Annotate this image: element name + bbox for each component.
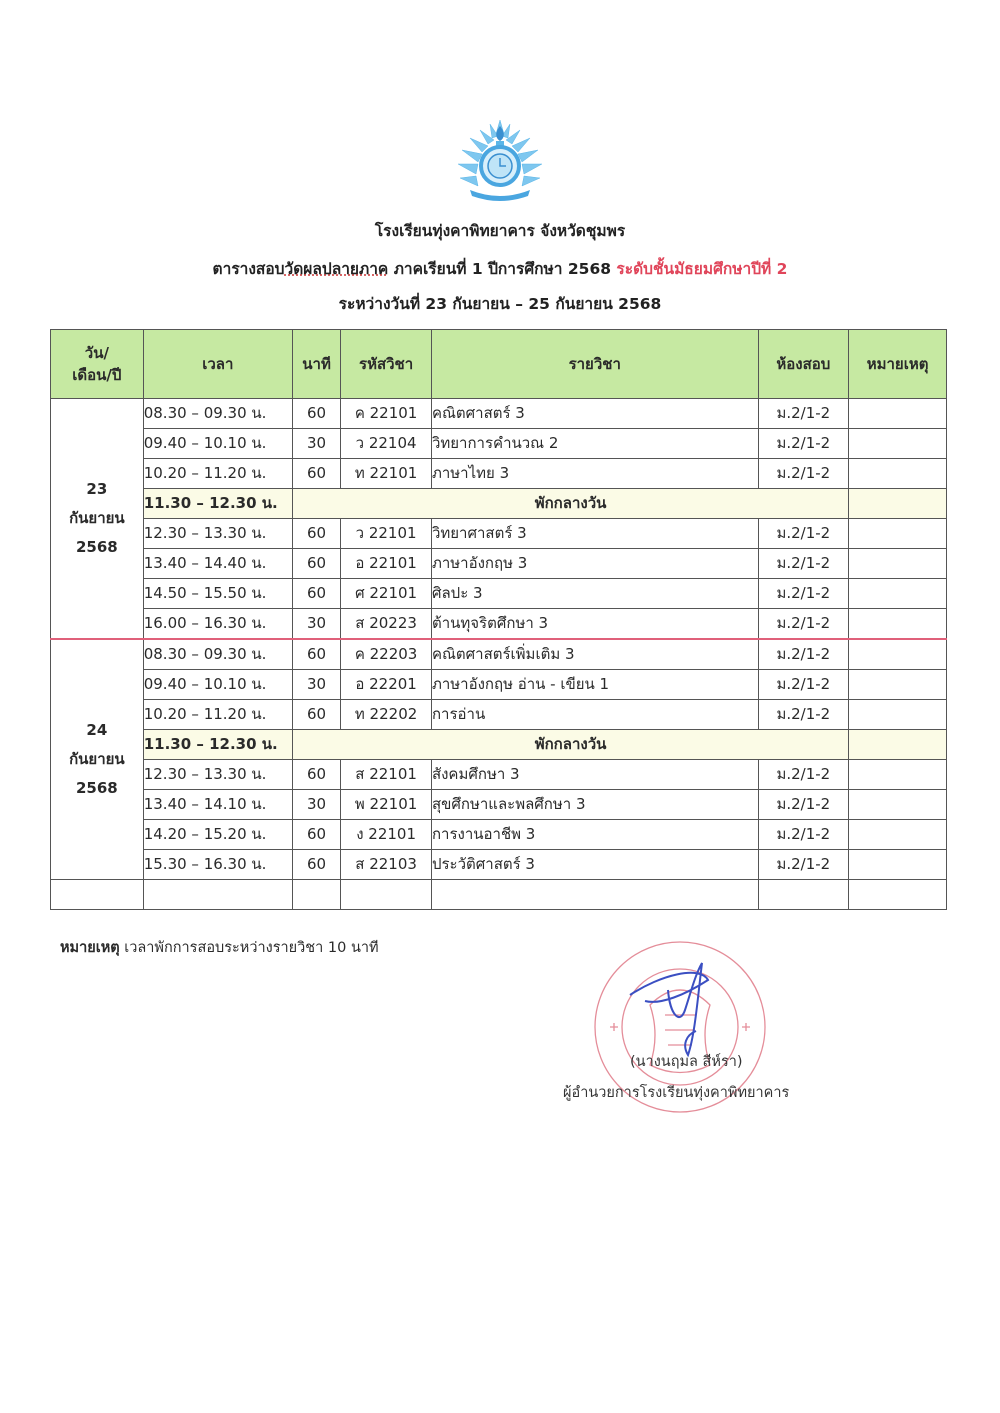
table-row: [51, 519, 947, 549]
subject-name-cell: ต้านทุจริตศึกษา 3: [431, 609, 758, 640]
subject-name-cell: ประวัติศาสตร์ 3: [431, 850, 758, 880]
note-cell: [849, 670, 947, 700]
exam-title-term: ภาคเรียนที่ 1 ปีการศึกษา 2568: [388, 260, 617, 278]
time-cell: 09.40 – 10.10 น.: [143, 429, 292, 459]
lunch-break-label: พักกลางวัน: [292, 489, 848, 519]
table-body: [51, 399, 947, 910]
blank-cell: [143, 880, 292, 910]
exam-title-type: วัดผลปลายภาค: [284, 260, 389, 278]
note-cell: [849, 850, 947, 880]
exam-date-range: ระหว่างวันที่ 23 กันยายน – 25 กันยายน 2568: [338, 295, 662, 313]
remark: [60, 936, 379, 959]
blank-cell: [849, 880, 947, 910]
time-cell: 08.30 – 09.30 น.: [143, 639, 292, 670]
table-row: [51, 429, 947, 459]
lunch-break-row: [51, 489, 947, 519]
col-header-date-line1: วัน/: [84, 344, 109, 362]
exam-room-cell: ม.2/1-2: [758, 519, 849, 549]
minutes-cell: 60: [292, 399, 340, 429]
minutes-cell: 60: [292, 579, 340, 609]
subject-code-cell: ง 22101: [341, 820, 432, 850]
exam-room-cell: ม.2/1-2: [758, 459, 849, 489]
exam-room-cell: ม.2/1-2: [758, 399, 849, 429]
minutes-cell: 60: [292, 760, 340, 790]
subject-code-cell: ค 22203: [341, 639, 432, 670]
minutes-cell: 60: [292, 549, 340, 579]
col-header-code: รหัสวิชา: [341, 330, 432, 399]
lunch-break-row: [51, 730, 947, 760]
subject-code-cell: ส 20223: [341, 609, 432, 640]
note-cell: [849, 609, 947, 640]
table-row: [51, 549, 947, 579]
subject-name-cell: วิทยาศาสตร์ 3: [431, 519, 758, 549]
table-row: [51, 639, 947, 670]
note-cell: [849, 639, 947, 670]
time-cell: 14.20 – 15.20 น.: [143, 820, 292, 850]
note-cell: [849, 549, 947, 579]
blank-row: [51, 880, 947, 910]
time-cell: 09.40 – 10.10 น.: [143, 670, 292, 700]
subject-code-cell: ท 22202: [341, 700, 432, 730]
col-header-subject: รายวิชา: [431, 330, 758, 399]
minutes-cell: 30: [292, 609, 340, 640]
remark-text: เวลาพักการสอบระหว่างรายวิชา 10 นาที: [119, 940, 379, 956]
note-cell: [849, 579, 947, 609]
exam-room-cell: ม.2/1-2: [758, 639, 849, 670]
col-header-note: หมายเหตุ: [849, 330, 947, 399]
school-logo: [452, 116, 548, 202]
exam-room-cell: ม.2/1-2: [758, 429, 849, 459]
subject-name-cell: คณิตศาสตร์ 3: [431, 399, 758, 429]
subject-code-cell: ว 22101: [341, 519, 432, 549]
note-cell: [849, 730, 947, 760]
note-cell: [849, 700, 947, 730]
col-header-room: ห้องสอบ: [758, 330, 849, 399]
remark-label: หมายเหตุ: [60, 940, 120, 956]
subject-name-cell: วิทยาการคำนวณ 2: [431, 429, 758, 459]
subject-code-cell: ว 22104: [341, 429, 432, 459]
time-cell: 16.00 – 16.30 น.: [143, 609, 292, 640]
exam-title-level: ระดับชั้นมัธยมศึกษาปีที่ 2: [616, 260, 788, 278]
subject-code-cell: ส 22101: [341, 760, 432, 790]
minutes-cell: 30: [292, 670, 340, 700]
blank-cell: [758, 880, 849, 910]
blank-cell: [341, 880, 432, 910]
note-cell: [849, 429, 947, 459]
exam-title: [0, 256, 1000, 281]
note-cell: [849, 399, 947, 429]
subject-code-cell: อ 22101: [341, 549, 432, 579]
minutes-cell: 60: [292, 459, 340, 489]
table-header-row: [51, 330, 947, 399]
time-cell: 11.30 – 12.30 น.: [143, 489, 292, 519]
note-cell: [849, 519, 947, 549]
date-year: 2568: [75, 538, 118, 556]
subject-name-cell: ภาษาไทย 3: [431, 459, 758, 489]
exam-room-cell: ม.2/1-2: [758, 850, 849, 880]
blank-cell: [292, 880, 340, 910]
note-cell: [849, 459, 947, 489]
table-row: [51, 760, 947, 790]
blank-cell: [431, 880, 758, 910]
subject-name-cell: การงานอาชีพ 3: [431, 820, 758, 850]
subject-name-cell: ภาษาอังกฤษ 3: [431, 549, 758, 579]
time-cell: 15.30 – 16.30 น.: [143, 850, 292, 880]
table-row: [51, 579, 947, 609]
table-row: [51, 850, 947, 880]
time-cell: 12.30 – 13.30 น.: [143, 760, 292, 790]
table-row: [51, 609, 947, 640]
subject-code-cell: ศ 22101: [341, 579, 432, 609]
note-cell: [849, 760, 947, 790]
time-cell: 10.20 – 11.20 น.: [143, 700, 292, 730]
exam-room-cell: ม.2/1-2: [758, 549, 849, 579]
exam-title-prefix: ตารางสอบ: [212, 260, 285, 278]
subject-name-cell: การอ่าน: [431, 700, 758, 730]
time-cell: 10.20 – 11.20 น.: [143, 459, 292, 489]
col-header-time: เวลา: [143, 330, 292, 399]
note-cell: [849, 489, 947, 519]
note-cell: [849, 790, 947, 820]
lunch-break-label: พักกลางวัน: [292, 730, 848, 760]
signature-scribble: [630, 963, 708, 1055]
exam-room-cell: ม.2/1-2: [758, 820, 849, 850]
school-name: โรงเรียนทุ่งคาพิทยาคาร จังหวัดชุมพร: [374, 222, 626, 240]
table-row: [51, 670, 947, 700]
col-header-minutes: นาที: [292, 330, 340, 399]
minutes-cell: 30: [292, 429, 340, 459]
date-day: 24: [86, 721, 108, 739]
time-cell: 12.30 – 13.30 น.: [143, 519, 292, 549]
minutes-cell: 60: [292, 639, 340, 670]
date-month: กันยายน: [69, 750, 125, 768]
subject-code-cell: พ 22101: [341, 790, 432, 820]
subject-name-cell: สุขศึกษาและพลศึกษา 3: [431, 790, 758, 820]
signatory-name: (นางนฤมล สีห์รา): [630, 1054, 743, 1070]
table-row: [51, 700, 947, 730]
exam-room-cell: ม.2/1-2: [758, 790, 849, 820]
table-row: [51, 820, 947, 850]
date-year: 2568: [75, 779, 118, 797]
exam-room-cell: ม.2/1-2: [758, 609, 849, 640]
time-cell: 08.30 – 09.30 น.: [143, 399, 292, 429]
minutes-cell: 60: [292, 519, 340, 549]
time-cell: 11.30 – 12.30 น.: [143, 730, 292, 760]
table-row: [51, 399, 947, 429]
col-header-date: [51, 330, 144, 399]
table-row: [51, 790, 947, 820]
minutes-cell: 60: [292, 700, 340, 730]
time-cell: 13.40 – 14.40 น.: [143, 549, 292, 579]
col-header-date-line2: เดือน/ปี: [72, 366, 122, 384]
subject-code-cell: ท 22101: [341, 459, 432, 489]
exam-room-cell: ม.2/1-2: [758, 760, 849, 790]
subject-name-cell: คณิตศาสตร์เพิ่มเติม 3: [431, 639, 758, 670]
time-cell: 14.50 – 15.50 น.: [143, 579, 292, 609]
subject-name-cell: ภาษาอังกฤษ อ่าน - เขียน 1: [431, 670, 758, 700]
signatory-position: ผู้อำนวยการโรงเรียนทุ่งคาพิทยาคาร: [563, 1085, 790, 1101]
subject-code-cell: อ 22201: [341, 670, 432, 700]
minutes-cell: 60: [292, 850, 340, 880]
blank-cell: [51, 880, 144, 910]
subject-code-cell: ส 22103: [341, 850, 432, 880]
subject-code-cell: ค 22101: [341, 399, 432, 429]
date-cell: [51, 399, 144, 640]
exam-room-cell: ม.2/1-2: [758, 670, 849, 700]
time-cell: 13.40 – 14.10 น.: [143, 790, 292, 820]
date-month: กันยายน: [69, 509, 125, 527]
exam-schedule-table: [50, 329, 947, 910]
minutes-cell: 30: [292, 790, 340, 820]
date-cell: [51, 639, 144, 880]
minutes-cell: 60: [292, 820, 340, 850]
table-row: [51, 459, 947, 489]
subject-name-cell: ศิลปะ 3: [431, 579, 758, 609]
exam-room-cell: ม.2/1-2: [758, 700, 849, 730]
subject-name-cell: สังคมศึกษา 3: [431, 760, 758, 790]
exam-room-cell: ม.2/1-2: [758, 579, 849, 609]
note-cell: [849, 820, 947, 850]
date-day: 23: [86, 480, 108, 498]
